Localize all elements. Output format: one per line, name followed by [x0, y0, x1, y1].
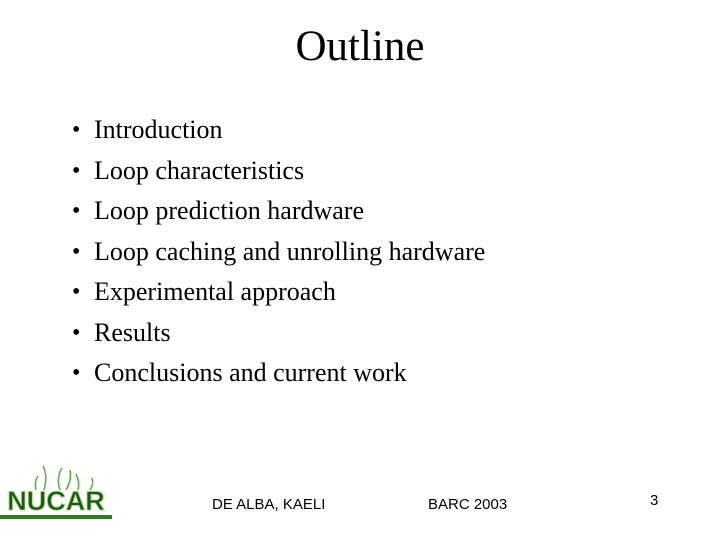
bullet-text: Experimental approach — [94, 277, 336, 306]
page-number: 3 — [650, 492, 659, 509]
bullet-marker: • — [72, 117, 81, 143]
bullet-marker: • — [72, 198, 81, 224]
bullet-marker: • — [72, 319, 81, 346]
bullet-marker: • — [72, 238, 81, 265]
bullet-text: Loop characteristics — [94, 155, 305, 185]
nucar-logo — [0, 462, 118, 524]
bullet-marker: • — [72, 360, 81, 386]
bullet-text: Results — [94, 317, 171, 347]
bullet-text: Conclusions and current work — [94, 358, 407, 387]
bullet-text: Introduction — [94, 115, 223, 144]
logo-text: NUCAR — [7, 486, 105, 516]
footer-authors: DE ALBA, KAELI — [212, 496, 326, 513]
footer-event: BARC 2003 — [428, 496, 508, 513]
nucar-logo-graphic — [0, 462, 118, 524]
bullet-text: Loop prediction hardware — [94, 196, 365, 225]
bullet-marker: • — [72, 279, 81, 305]
slide-title: Outline — [295, 23, 425, 70]
bullet-marker: • — [72, 157, 81, 184]
bullet-text: Loop caching and unrolling hardware — [94, 236, 486, 266]
